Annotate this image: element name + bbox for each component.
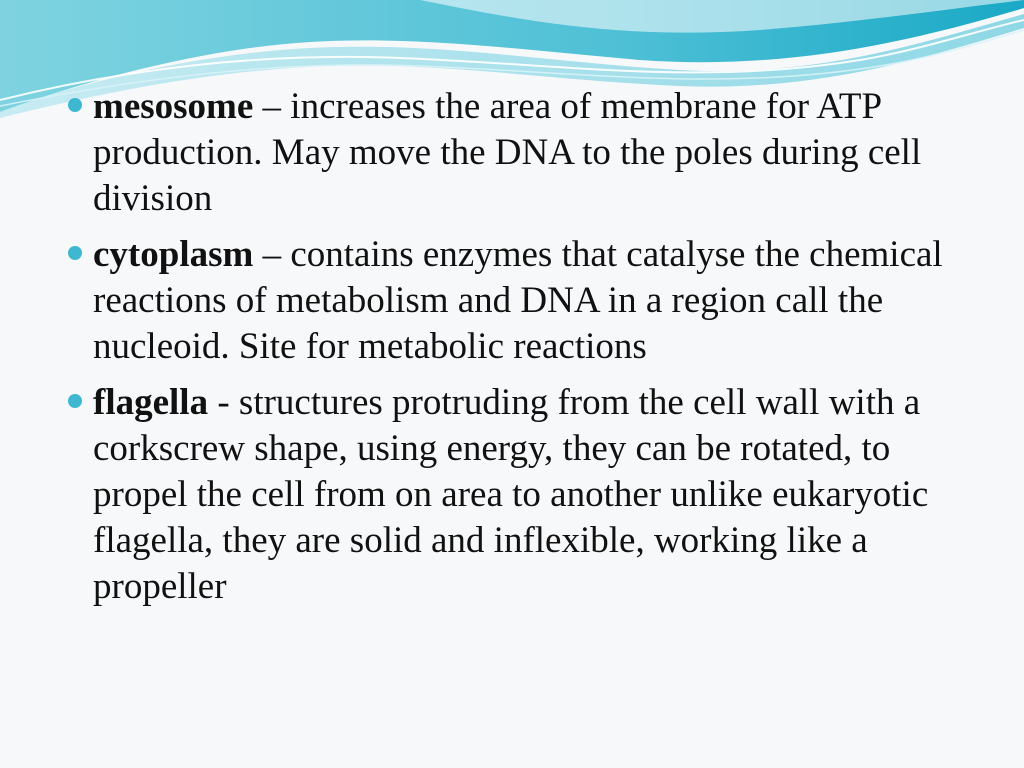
bullet-term: flagella [93,382,209,423]
bullet-term: cytoplasm [93,234,254,275]
bullet-text: – contains enzymes that catalyse the chemical reactions of metabolism and DNA in a region call the nucleoid. Site for metabolic reactions [93,234,943,367]
bullet-text: - structures protruding from the cell wall with a corkscrew shape, using energy, they can be rotated, to propel the cell from on area to another unlike eukaryotic flagella, they are solid and inflexible, working like a propeller [93,382,929,607]
bullet-dot-icon [68,394,82,408]
bullet-list [58,84,978,620]
bullet-item-cytoplasm [58,232,978,370]
bullet-text: – increases the area of membrane for ATP production. May move the DNA to the poles during cell division [93,86,922,219]
bullet-dot-icon [68,98,82,112]
bullet-item-mesosome [58,84,978,222]
bullet-term: mesosome [93,86,254,127]
bullet-dot-icon [68,246,82,260]
bullet-item-flagella [58,380,978,610]
